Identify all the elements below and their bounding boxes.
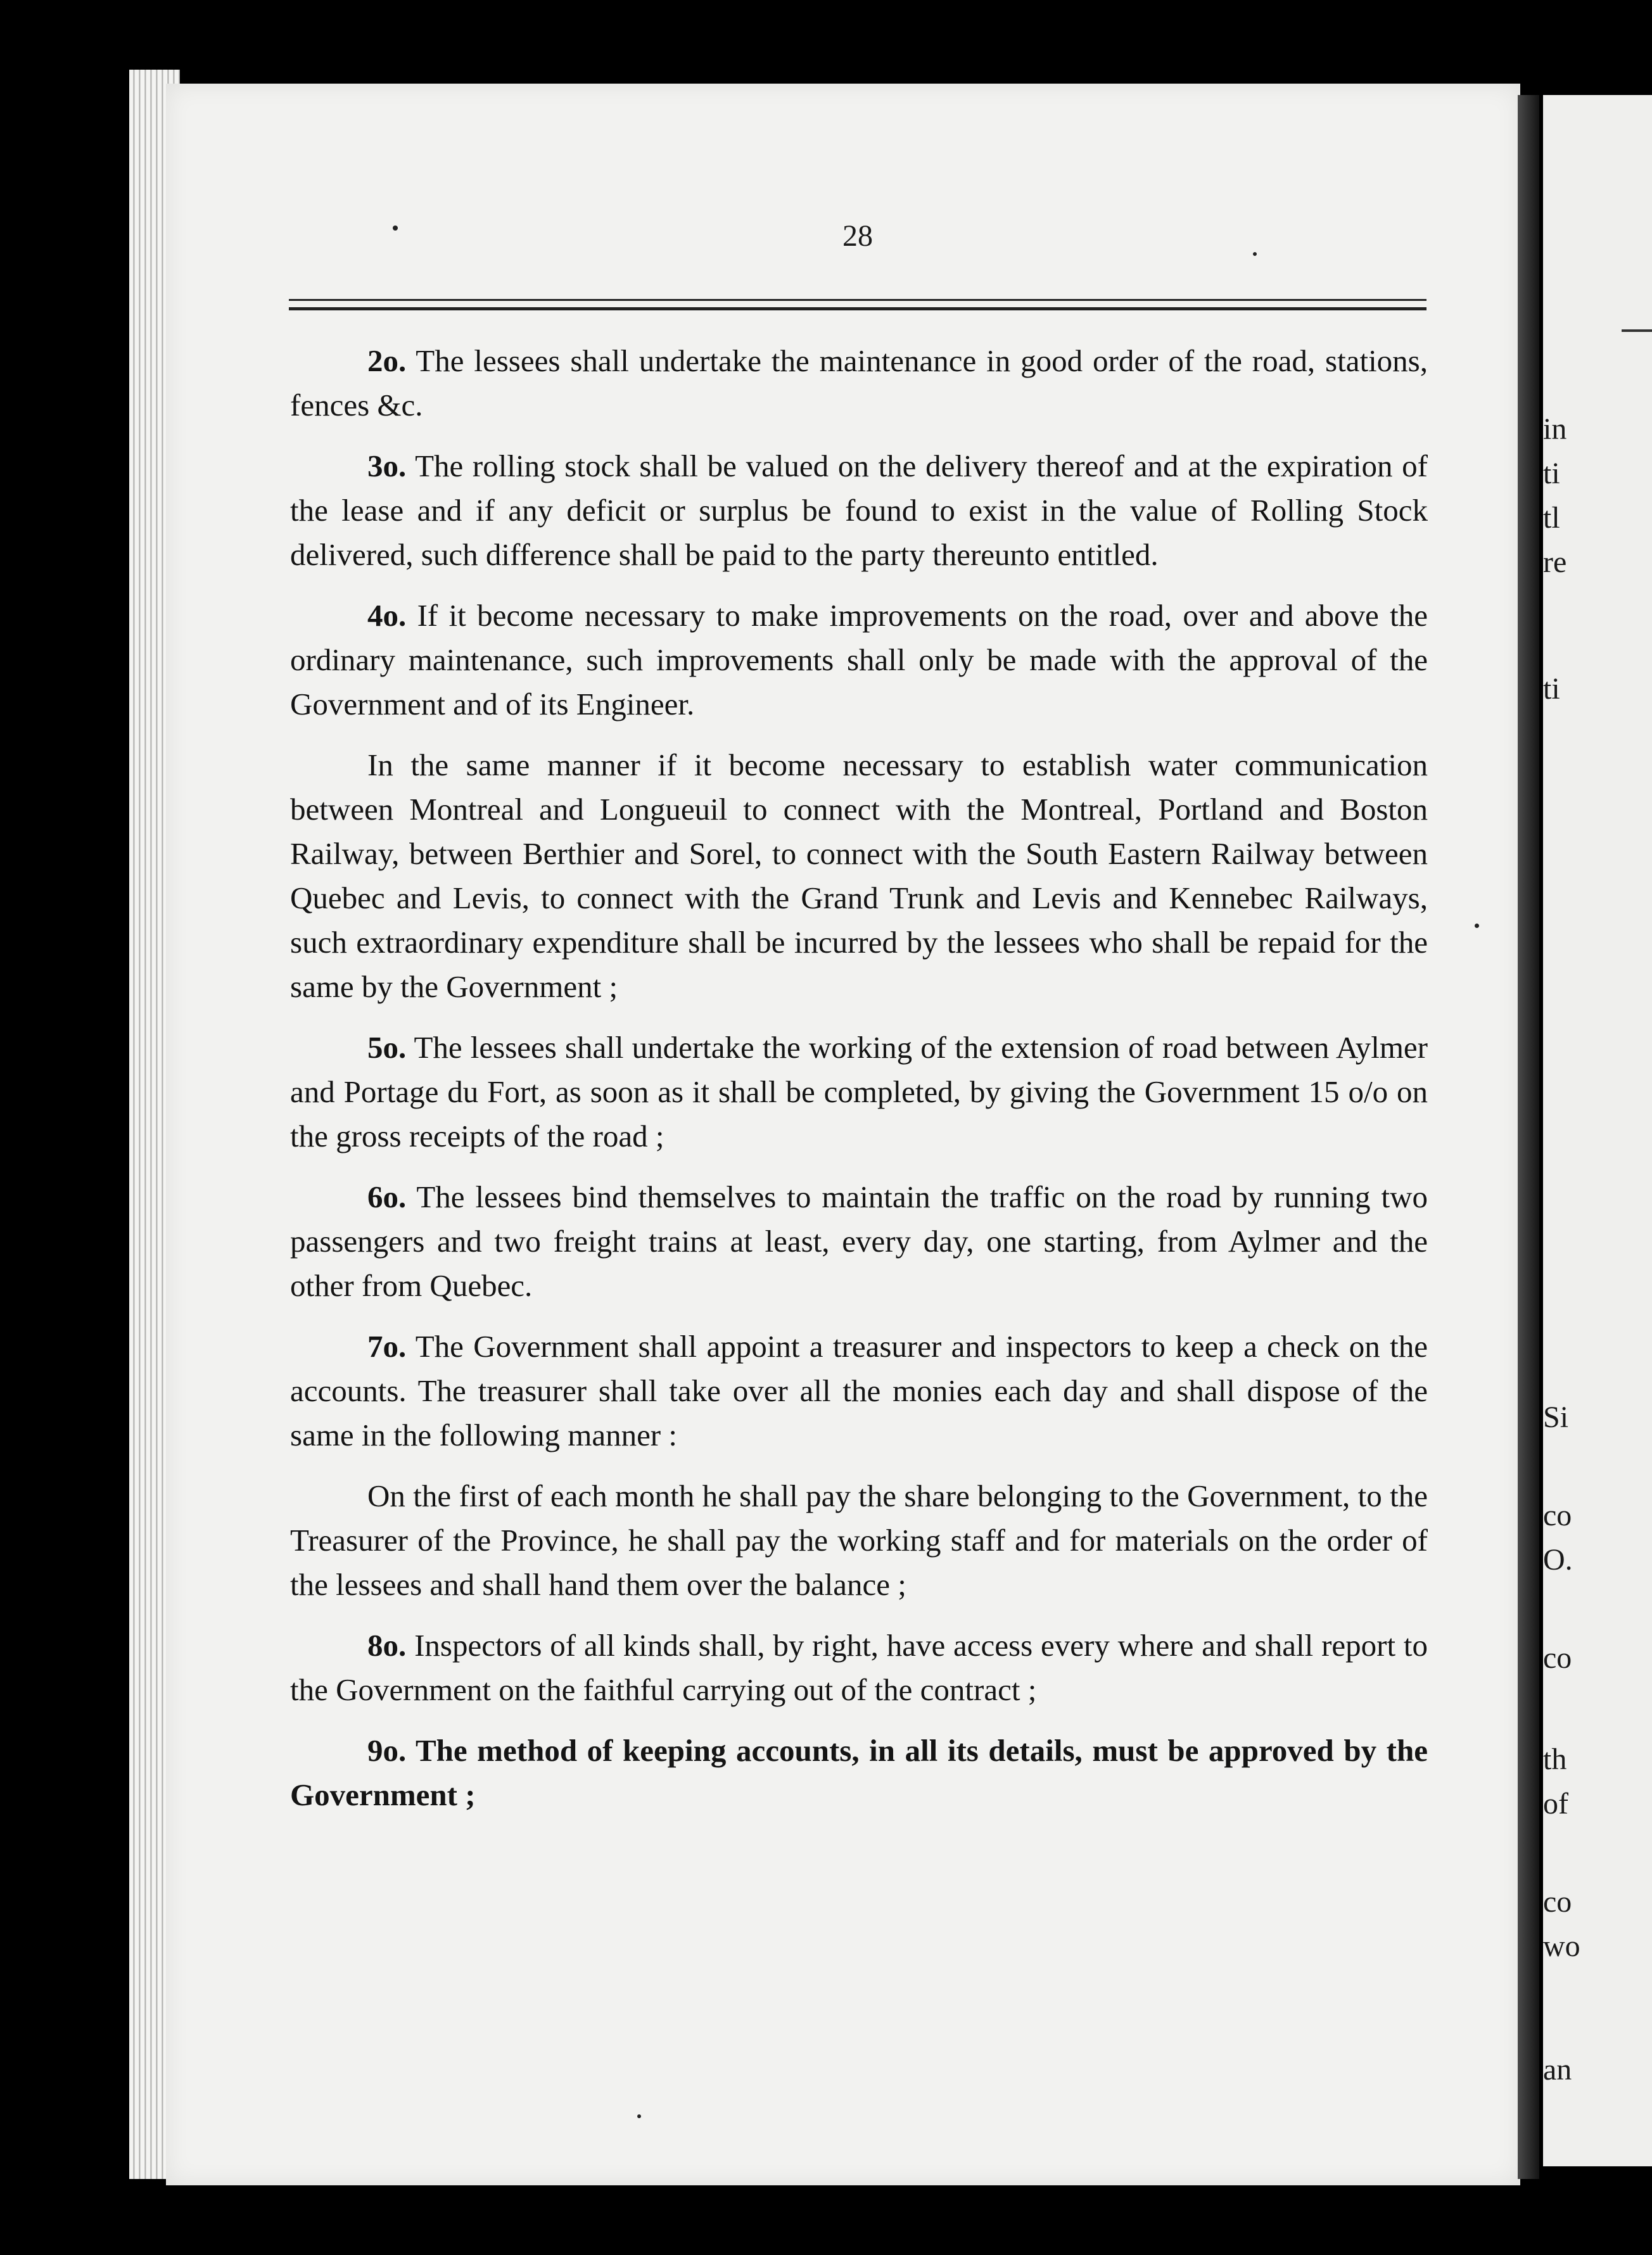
clause-4: [290, 594, 1428, 727]
facing-page-top-rule: [1622, 329, 1652, 332]
clause-4-continuation: [290, 743, 1428, 1009]
clause-text: If it become necessary to make improvements on the road, over and above the ordinary maintenance, such improvements shall only be made with the approval of the Government and of its Engineer.: [290, 598, 1428, 721]
clause-text: The rolling stock shall be valued on the delivery thereof and at the expiration of the lease and if any deficit or surplus be found to exist in the value of Rolling Stock delivered, such difference shall be paid to the party thereunto entitled.: [290, 448, 1428, 572]
clause-8: [290, 1623, 1428, 1712]
ink-speck: [1475, 924, 1479, 928]
clause-3: [290, 444, 1428, 577]
facing-page-fragment: an: [1543, 2053, 1572, 2087]
clause-2: [290, 339, 1428, 428]
clause-7: [290, 1324, 1428, 1458]
clause-text: The method of keeping accounts, in all its details, must be approved by the Government ;: [290, 1733, 1428, 1812]
clause-number: 5o.: [367, 1030, 407, 1065]
facing-page-fragment: in: [1543, 412, 1567, 446]
page-number: 28: [842, 219, 873, 253]
facing-page: [1543, 95, 1652, 2166]
header-rule: [289, 299, 1426, 310]
clause-text: The lessees shall undertake the working of the extension of road between Aylmer and Portage du Fort, as soon as it shall be completed, by giving the Government 15 o/o on the gross receipts of the road ;: [290, 1030, 1428, 1153]
facing-page-fragment: Si: [1543, 1401, 1569, 1434]
facing-page-fragment: co: [1543, 1641, 1572, 1675]
clause-number: 9o.: [367, 1733, 407, 1768]
clause-number: 2o.: [367, 343, 407, 378]
facing-page-fragment: of: [1543, 1787, 1568, 1820]
clause-7-continuation: [290, 1474, 1428, 1607]
facing-page-fragment: co: [1543, 1885, 1572, 1919]
book-spine: [1518, 95, 1539, 2179]
ink-speck: [393, 226, 398, 231]
clause-number: 8o.: [367, 1628, 407, 1663]
facing-page-fragment: co: [1543, 1499, 1572, 1532]
clause-text: The Government shall appoint a treasurer and inspectors to keep a check on the accounts. The treasurer shall take over all the monies each day and shall dispose of the same in the following manner :: [290, 1329, 1428, 1452]
facing-page-fragment: th: [1543, 1743, 1567, 1776]
facing-page-fragment: ti: [1543, 672, 1560, 706]
facing-page-fragment: ti: [1543, 457, 1560, 490]
clause-text: In the same manner if it become necessary to establish water communication between Montreal and Longueuil to connect with the Montreal, Portland and Boston Railway, between Berthier and Sorel, to connect with the South Eastern Railway between Quebec and Levis, to connect with the Grand Trunk and Levis and Kennebec Railways, such extraordinary expenditure shall be incurred by the lessees who shall be repaid for the same by the Government ;: [290, 747, 1428, 1004]
clause-text: On the first of each month he shall pay the share belonging to the Government, to the Treasurer of the Province, he shall pay the working staff and for materials on the order of the lessees and shall hand them over the balance ;: [290, 1478, 1428, 1602]
facing-page-fragment: re: [1543, 545, 1567, 579]
clause-text: Inspectors of all kinds shall, by right, have access every where and shall report to the Government on the faithful carrying out of the contract ;: [290, 1628, 1428, 1707]
clause-6: [290, 1175, 1428, 1308]
clause-number: 7o.: [367, 1329, 407, 1364]
clause-number: 3o.: [367, 448, 407, 483]
body-text: [290, 339, 1428, 1834]
clause-number: 4o.: [367, 598, 407, 633]
facing-page-fragment: wo: [1543, 1929, 1580, 1963]
clause-9: [290, 1729, 1428, 1817]
ink-speck: [1253, 252, 1257, 256]
ink-speck: [637, 2114, 641, 2118]
clause-5: [290, 1026, 1428, 1159]
clause-text: The lessees bind themselves to maintain the traffic on the road by running two passengers and two freight trains at least, every day, one starting, from Aylmer and the other from Quebec.: [290, 1179, 1428, 1303]
facing-page-fragment: tl: [1543, 501, 1560, 535]
clause-text: The lessees shall undertake the maintenance in good order of the road, stations, fences &c.: [290, 343, 1428, 422]
clause-number: 6o.: [367, 1179, 407, 1214]
facing-page-fragment: O.: [1543, 1543, 1573, 1577]
